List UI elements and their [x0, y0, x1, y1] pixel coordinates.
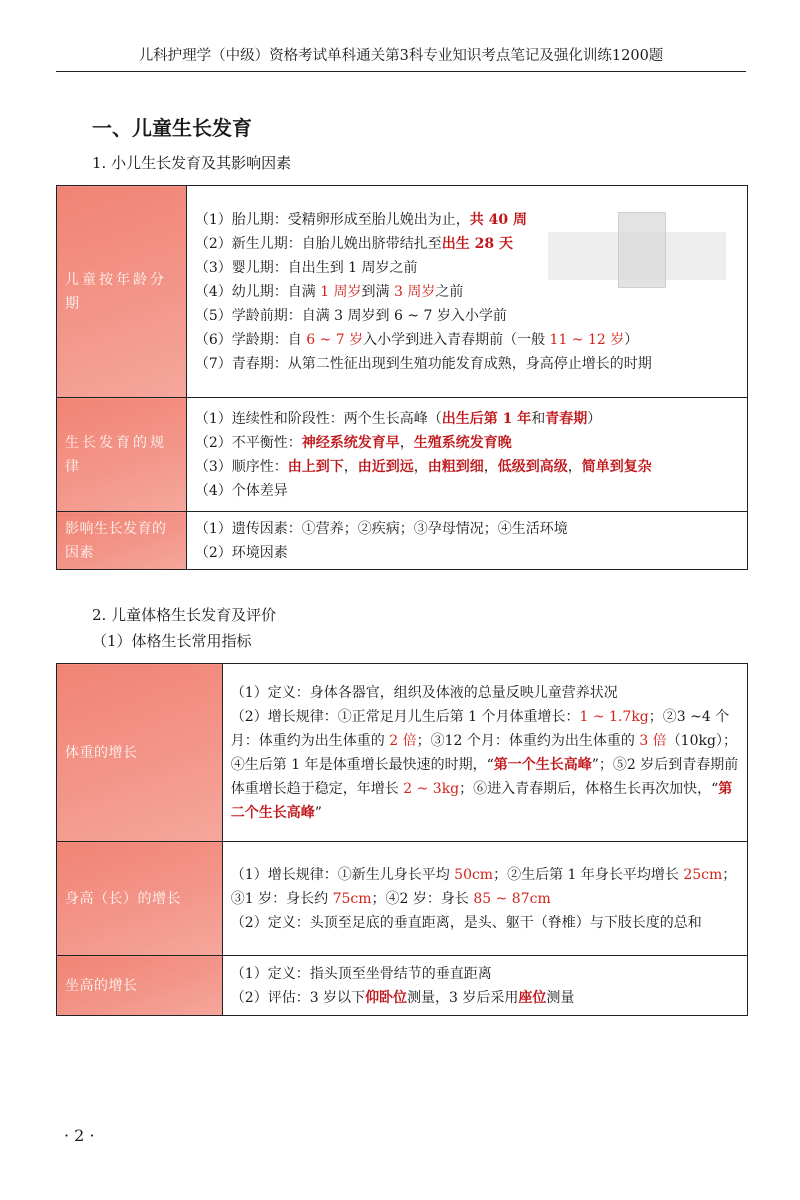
text-segment: 测量: [546, 989, 575, 1006]
text-segment: ；②生后第 1 年身长平均增长: [493, 866, 684, 883]
row-category: 生长发育的规律: [57, 398, 187, 512]
highlighted-text: 出生 28 天: [441, 235, 513, 252]
text-segment: （1）胎儿期：受精卵形成至胎儿娩出为止，: [194, 211, 470, 228]
text-segment: （4）个体差异: [194, 482, 288, 499]
highlighted-text: 6 ~ 7 岁: [306, 331, 364, 348]
text-segment: ”: [314, 804, 322, 821]
highlighted-text: 生殖系统发育晚: [413, 434, 512, 451]
content-line: [195, 328, 739, 352]
highlighted-text: 青春期: [545, 410, 588, 427]
text-segment: （2）评估：3 岁以下: [230, 989, 366, 1006]
content-line: [195, 541, 739, 565]
text-segment: （1）定义：身体各器官，组织及体液的总量反映儿童营养状况: [230, 684, 618, 701]
text-segment: 和: [531, 410, 546, 427]
text-segment: 入小学到进入青春期前（一般: [363, 331, 550, 348]
row-content: [222, 956, 747, 1016]
table-row: [57, 842, 748, 956]
text-segment: （2）环境因素: [194, 544, 288, 561]
row-category: 坐高的增长: [57, 956, 223, 1016]
highlighted-text: 2 ~ 3kg: [403, 780, 460, 797]
row-category: 身高（长）的增长: [57, 842, 223, 956]
highlighted-text: 第一个生长高峰: [493, 756, 592, 773]
highlighted-text: 座位: [518, 989, 547, 1006]
text-segment: ；②3 ~4 个月：体重约为出生体重的: [230, 708, 730, 749]
highlighted-text: 出生后第 1 年: [441, 410, 532, 427]
row-content: [186, 512, 747, 570]
content-line: [195, 517, 739, 541]
text-segment: ）: [624, 331, 639, 348]
row-content: [186, 398, 747, 512]
highlighted-text: 3 周岁: [394, 283, 436, 300]
highlighted-text: 低级到高级: [497, 458, 568, 475]
subsection-title-2-1: （1）体格生长常用指标: [92, 632, 252, 650]
section-title: 一、儿童生长发育: [92, 116, 252, 140]
text-segment: ）: [587, 410, 602, 427]
text-segment: （10kg）；④生后第 1 年是体重增长最快速的时期，“: [230, 732, 737, 773]
text-segment: （1）定义：指头顶至坐骨结节的垂直距离: [230, 965, 492, 982]
text-segment: （6）学龄期：自: [194, 331, 307, 348]
text-segment: ”；⑤2 岁后到青春期前体重增长趋于稳定，年增长: [230, 756, 739, 797]
text-segment: （2）新生儿期：自胎儿娩出脐带结扎至: [194, 235, 442, 252]
table-row: [57, 398, 748, 512]
content-line: [231, 911, 739, 935]
content-line: [231, 986, 739, 1010]
highlighted-text: 第二个生长高峰: [230, 780, 733, 821]
text-segment: 之前: [435, 283, 464, 300]
text-segment: （4）幼儿期：自满: [194, 283, 321, 300]
watermark-stamp-icon: [618, 212, 666, 288]
subsection-title-1: 1. 小儿生长发育及其影响因素: [92, 154, 292, 172]
row-category: 儿童按年龄分期: [57, 186, 187, 398]
text-segment: ；④2 岁：身长: [371, 890, 474, 907]
content-line: [231, 705, 739, 825]
highlighted-text: 2 倍: [389, 732, 417, 749]
highlighted-text: 3 倍: [639, 732, 667, 749]
page-header: 儿科护理学（中级）资格考试单科通关第3科专业知识考点笔记及强化训练1200题: [56, 44, 746, 72]
text-segment: （2）不平衡性：: [194, 434, 302, 451]
highlighted-text: 由上到下: [287, 458, 344, 475]
content-line: [195, 455, 739, 479]
row-category: 体重的增长: [57, 664, 223, 842]
row-content: [222, 842, 747, 956]
text-segment: ；③1 岁：身长约: [230, 866, 737, 907]
content-line: [231, 681, 739, 705]
table-row: [57, 664, 748, 842]
content-line: [195, 431, 739, 455]
highlighted-text: 25cm: [683, 866, 723, 883]
highlighted-text: 神经系统发育早: [301, 434, 400, 451]
content-line: [195, 479, 739, 503]
highlighted-text: 50cm: [454, 866, 494, 883]
row-category: 影响生长发育的因素: [57, 512, 187, 570]
text-segment: ；③12 个月：体重约为出生体重的: [416, 732, 640, 749]
table-row: [57, 956, 748, 1016]
text-segment: （2）增长规律：①正常足月儿生后第 1 个月体重增长：: [230, 708, 580, 725]
highlighted-text: 1 ~ 1.7kg: [579, 708, 649, 725]
text-segment: （1）连续性和阶段性：两个生长高峰（: [194, 410, 442, 427]
content-line: [231, 962, 739, 986]
content-line: [195, 304, 739, 328]
content-line: [231, 863, 739, 911]
text-segment: （2）定义：头顶至足底的垂直距离，是头、躯干（脊椎）与下肢长度的总和: [230, 914, 702, 931]
text-segment: ，: [343, 458, 358, 475]
text-segment: （5）学龄前期：自满 3 周岁到 6 ~ 7 岁入小学前: [194, 307, 507, 324]
text-segment: ，: [399, 434, 414, 451]
row-content: [222, 664, 747, 842]
content-line: [195, 352, 739, 376]
text-segment: ，: [413, 458, 428, 475]
highlighted-text: 由近到远: [357, 458, 414, 475]
highlighted-text: 仰卧位: [365, 989, 408, 1006]
subsection-title-2: 2. 儿童体格生长发育及评价: [92, 606, 277, 624]
highlighted-text: 由粗到细: [427, 458, 484, 475]
highlighted-text: 75cm: [332, 890, 372, 907]
text-segment: （3）婴儿期：自出生到 1 周岁之前: [194, 259, 418, 276]
highlighted-text: 简单到复杂: [581, 458, 652, 475]
text-segment: （7）青春期：从第二性征出现到生殖功能发育成熟，身高停止增长的时期: [194, 355, 652, 372]
text-segment: 测量，3 岁后采用: [407, 989, 519, 1006]
highlighted-text: 1 周岁: [320, 283, 362, 300]
text-segment: ，: [483, 458, 498, 475]
text-segment: （1）遗传因素：①营养；②疾病；③孕母情况；④生活环境: [194, 520, 568, 537]
highlighted-text: 11 ~ 12 岁: [549, 331, 625, 348]
text-segment: （3）顺序性：: [194, 458, 288, 475]
text-segment: （1）增长规律：①新生儿身长平均: [230, 866, 455, 883]
highlighted-text: 共 40 周: [469, 211, 527, 228]
text-segment: ，: [567, 458, 582, 475]
highlighted-text: 85 ~ 87cm: [473, 890, 551, 907]
growth-indicators-table: [56, 663, 748, 1016]
page-number: · 2 ·: [64, 1126, 95, 1145]
text-segment: 到满: [361, 283, 394, 300]
table-row: [57, 512, 748, 570]
text-segment: ；⑥进入青春期后，体格生长再次加快，“: [459, 780, 719, 797]
content-line: [195, 407, 739, 431]
